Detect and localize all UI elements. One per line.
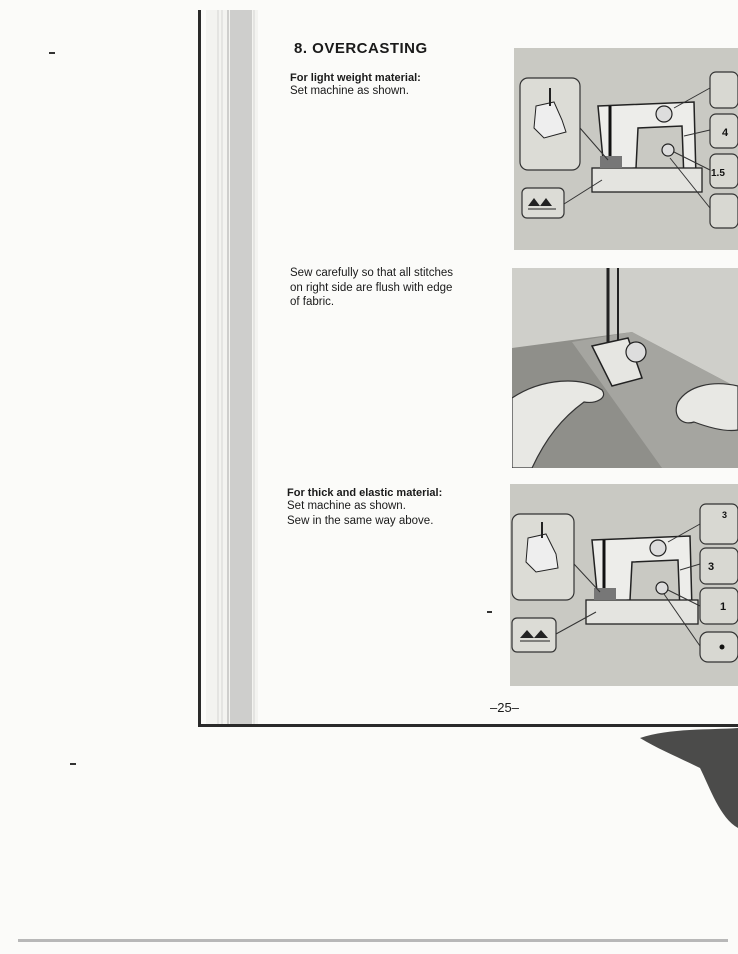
- page-edge: [198, 10, 201, 726]
- block-line: of fabric.: [290, 296, 335, 308]
- scan-shadow: [640, 728, 738, 828]
- light-material-block: [290, 72, 490, 99]
- page-number: –25–: [490, 700, 519, 715]
- page-bottom-edge: [198, 724, 738, 727]
- block-heading: For thick and elastic material:: [287, 487, 443, 499]
- section-title: 8. OVERCASTING: [294, 40, 428, 57]
- dial-label: 1.5: [711, 168, 725, 179]
- dial-label: 1: [720, 601, 727, 613]
- dial-label: 3: [722, 510, 728, 520]
- page-bottom-border: [18, 939, 728, 942]
- sewing-fabric-figure: [512, 268, 738, 468]
- scan-mark: [70, 763, 76, 765]
- block-heading: For light weight material:: [290, 72, 421, 84]
- scan-mark: [487, 611, 492, 613]
- thick-material-block: [287, 487, 487, 528]
- block-line: Set machine as shown.: [287, 500, 406, 512]
- machine-settings-figure-thick: [510, 484, 738, 686]
- dial-label: 4: [722, 127, 729, 139]
- machine-settings-figure-light: [514, 48, 738, 250]
- block-line: Sew in the same way above.: [287, 514, 434, 527]
- block-line: Sew carefully so that all stitches: [290, 267, 453, 279]
- block-line: on right side are flush with edge: [290, 281, 453, 294]
- scan-mark: [49, 52, 55, 54]
- sewing-instructions-block: [290, 266, 490, 310]
- book-binding: [206, 10, 258, 724]
- dial-label: 3: [708, 561, 715, 573]
- block-line: Set machine as shown.: [290, 85, 409, 97]
